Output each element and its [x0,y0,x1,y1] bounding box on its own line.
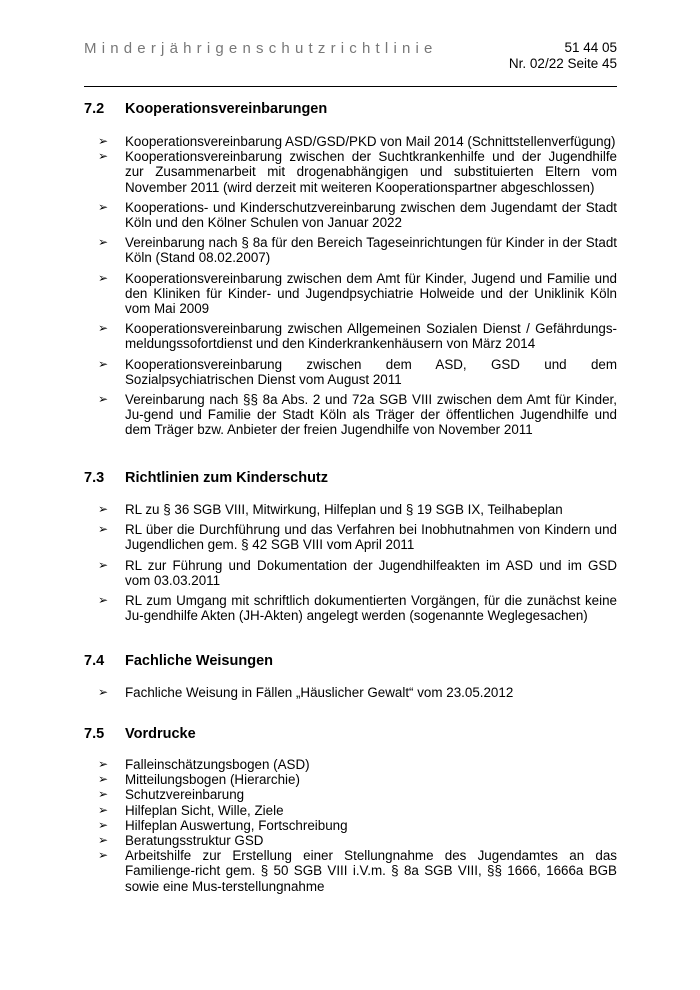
arrow-bullet-icon: ➢ [98,817,109,832]
arrow-bullet-icon: ➢ [98,802,109,817]
list-item: ➢ Kooperations- und Kinderschutzvereinbarung zwischen dem Jugendamt der Stadt Köln und den Kölner Schulen von Januar 2022 [98,199,617,231]
list-item: ➢ Vereinbarung nach § 8a für den Bereich Tageseinrichtungen für Kinder in der Stadt Köln (Stand 08.02.2007) [98,235,617,266]
arrow-bullet-icon: ➢ [98,134,109,148]
arrow-bullet-icon: ➢ [98,833,109,848]
list-item: ➢ Vereinbarung nach §§ 8a Abs. 2 und 72a SGB VIII zwischen dem Amt für Kinder, Ju-gend und Familie der Stadt Köln als Träger der öffentlichen Jugendhilfe und dem Träger bzw. Anbieter der freien Jugendhilfe von November 2011 [98,392,617,438]
section-kooperationsvereinbarungen [84,101,617,443]
document-title: Minderjährigenschutzrichtlinie [84,40,438,57]
section-number: 7.5 [84,726,105,742]
arrow-bullet-icon: ➢ [98,321,109,336]
arrow-bullet-icon: ➢ [98,270,109,285]
section-number: 7.3 [84,470,105,486]
section-title: Vordrucke [125,726,196,742]
arrow-bullet-icon: ➢ [98,787,109,802]
arrow-bullet-icon: ➢ [98,502,109,516]
arrow-bullet-icon: ➢ [98,848,109,863]
list-item: ➢ Beratungsstruktur GSD [98,833,264,849]
list-item: ➢ Hilfeplan Auswertung, Fortschreibung [98,817,348,833]
list-item: ➢ Kooperationsvereinbarung ASD/GSD/PKD von Mail 2014 (Schnittstellenverfügung) [98,134,616,149]
bullet-list [84,757,617,894]
list-item: ➢ Hilfeplan Sicht, Wille, Ziele [98,802,284,818]
section-heading [84,470,617,490]
arrow-bullet-icon: ➢ [98,199,109,214]
document-number: 51 44 05 [564,40,617,55]
list-item: ➢ Fachliche Weisung in Fällen „Häuslicher Gewalt“ vom 23.05.2012 [98,685,514,700]
list-item: ➢ Arbeitshilfe zur Erstellung einer Stellungnahme des Jugendamtes an das Familienge-richt gem. § 50 SGB VIII i.V.m. § 8a SGB VIII, §§ 1666, 1666a BGB sowie eine Mus-terstellungnahme [98,848,617,894]
issue-and-page: Nr. 02/22 Seite 45 [508,56,617,71]
list-item: ➢ Kooperationsvereinbarung zwischen dem ASD, GSD und dem Sozialpsychiatrischen Dienst vom August 2011 [98,356,617,387]
arrow-bullet-icon: ➢ [98,149,109,164]
document-number-block [509,40,617,72]
list-item: ➢ Kooperationsvereinbarung zwischen der Suchtkrankenhilfe und der Jugendhilfe zur Zusammenarbeit mit drogenabhängigen und substituierten Eltern vom November 2011 (wird derzeit mit weiteren Kooperationspartner abgeschlossen) [98,149,617,195]
section-title: Richtlinien zum Kinderschutz [125,470,329,486]
section-heading [84,101,617,121]
arrow-bullet-icon: ➢ [98,235,109,250]
arrow-bullet-icon: ➢ [98,522,109,537]
list-item: ➢ Mitteilungsbogen (Hierarchie) [98,772,300,788]
section-fachliche-weisungen [84,653,617,705]
arrow-bullet-icon: ➢ [98,557,109,572]
page-header [84,40,617,87]
list-item: ➢ RL zur Führung und Dokumentation der Jugendhilfeakten im ASD und im GSD vom 03.03.2011 [98,557,617,588]
section-title: Fachliche Weisungen [125,653,273,669]
arrow-bullet-icon: ➢ [98,772,109,787]
list-item: ➢ RL zu § 36 SGB VIII, Mitwirkung, Hilfeplan und § 19 SGB IX, Teilhabeplan [98,502,563,517]
list-item: ➢ RL zum Umgang mit schriftlich dokumentierten Vorgängen, für die zunächst keine Ju-gendhilfe Akten (JH-Akten) angelegt werden (sogenannte Weglegesachen) [98,593,617,624]
list-item: ➢ Kooperationsvereinbarung zwischen dem Amt für Kinder, Jugend und Familie und den Kliniken für Kinder- und Jugendpsychiatrie Holweide und der Uniklinik Köln vom Mai 2009 [98,270,617,317]
section-vordrucke [84,726,617,894]
section-number: 7.4 [84,653,105,669]
list-item: ➢ RL über die Durchführung und das Verfahren bei Inobhutnahmen von Kindern und Jugendlichen gem. § 42 SGB VIII vom April 2011 [98,522,617,553]
arrow-bullet-icon: ➢ [98,593,109,608]
section-number: 7.2 [84,101,105,117]
arrow-bullet-icon: ➢ [98,392,109,407]
bullet-list [84,134,617,438]
bullet-list [84,502,617,623]
bullet-list [84,685,617,700]
section-heading [84,726,617,746]
section-title: Kooperationsvereinbarungen [125,101,328,117]
arrow-bullet-icon: ➢ [98,356,109,371]
section-richtlinien-kinderschutz [84,470,617,628]
section-heading [84,653,617,673]
arrow-bullet-icon: ➢ [98,685,109,699]
list-item: ➢ Falleinschätzungsbogen (ASD) [98,757,310,772]
list-item: ➢ Schutzvereinbarung [98,787,245,803]
arrow-bullet-icon: ➢ [98,757,109,771]
list-item: ➢ Kooperationsvereinbarung zwischen Allgemeinen Sozialen Dienst / Gefährdungs-meldungssofortdienst und den Kinderkrankenhäusern von März 2014 [98,321,617,352]
